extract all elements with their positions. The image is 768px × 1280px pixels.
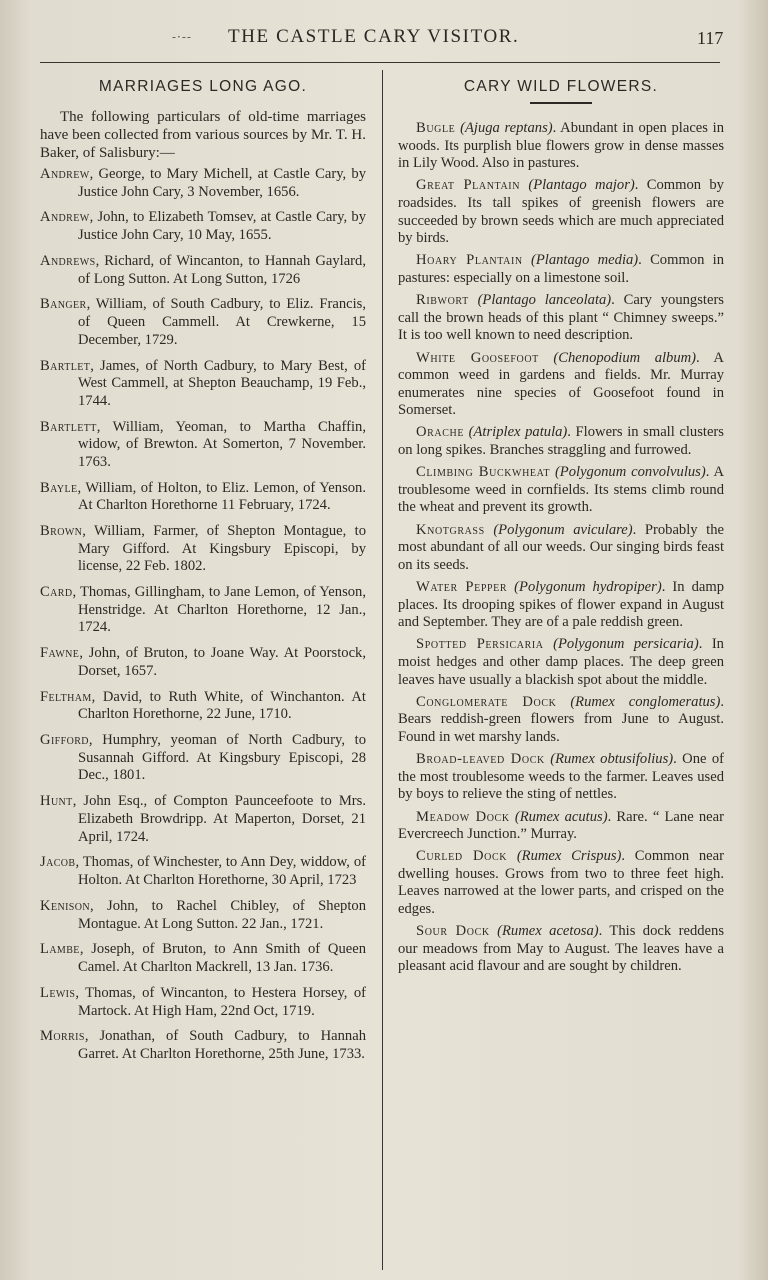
flower-entry xyxy=(398,579,724,632)
marriage-entry-details: , William, of South Cadbury, to Eliz. Francis, of Queen Cammell. At Crewkerne, 15 December, 1729. xyxy=(78,296,366,348)
flower-common-name: Orache xyxy=(416,424,465,441)
flower-entry xyxy=(398,636,724,689)
flower-entry xyxy=(398,522,724,575)
flower-latin-name: (Polygonum hydropiper) xyxy=(514,579,662,595)
marriage-entry-details: , Thomas, Gillingham, to Jane Lemon, of Yenson, Henstridge. At Charlton Horethorne, 12 Jan., 1724. xyxy=(72,584,366,636)
marriage-entry-details: , George, to Mary Michell, at Castle Cary, by Justice John Cary, 3 November, 1656. xyxy=(78,166,366,200)
marriage-entry xyxy=(40,985,366,1020)
flower-latin-name: (Ajuga reptans) xyxy=(460,120,553,136)
flower-entry xyxy=(398,464,724,517)
flower-description: . A troublesome weed in cornfields. Its stems climb round the wheat and prevent its growth. xyxy=(398,464,725,516)
marriage-entry-details: , Humphry, yeoman of North Cadbury, to Susannah Gifford. At Kingsbury Episcopi, 28 Dec., 1801. xyxy=(78,732,366,784)
marriage-entry-surname: Brown xyxy=(40,523,83,540)
marriage-entry-surname: Fawne xyxy=(40,645,80,662)
marriage-entry-surname: Bartlet xyxy=(40,357,91,374)
flower-entry xyxy=(398,923,724,976)
flower-common-name: Sour Dock xyxy=(416,923,490,940)
marriages-heading: MARRIAGES LONG AGO. xyxy=(98,78,308,95)
flower-entry xyxy=(398,751,724,804)
flower-common-name: Ribwort xyxy=(416,292,469,309)
flower-common-name: Broad-leaved Dock xyxy=(416,751,545,768)
marriage-entry xyxy=(40,645,366,680)
marriages-intro: The following particulars of old-time marriages have been collected from various sources by Mr. T. H. Baker, of Salisbury:— xyxy=(40,109,366,161)
marriage-entry-surname: Lewis xyxy=(40,984,76,1001)
flower-description: . Rare. “ Lane near Evercreech Junction.” Murray. xyxy=(398,808,724,843)
marriage-entry-surname: Lambe xyxy=(40,941,80,958)
flower-entry xyxy=(398,809,724,844)
marriage-entry-details: , Jonathan, of South Cadbury, to Hannah Garret. At Charlton Horethorne, 25th June, 1733. xyxy=(78,1028,366,1062)
marriage-entry xyxy=(40,419,366,472)
marriage-entry xyxy=(40,1028,366,1063)
marriage-entry-details: , John, to Elizabeth Tomsev, at Castle Cary, by Justice John Cary, 10 May, 1655. xyxy=(78,209,366,244)
flower-description: . Bears reddish-green flowers from June to August. Found in wet marshy lands. xyxy=(398,693,724,745)
marriage-entry xyxy=(40,854,366,889)
marriage-entry-surname: Morris xyxy=(40,1028,85,1045)
marriage-entry-details: , John, of Bruton, to Joane Way. At Poorstock, Dorset, 1657. xyxy=(78,645,366,679)
marriage-entry-surname: Andrew xyxy=(40,209,90,226)
page-header xyxy=(0,24,768,54)
flower-common-name: Hoary Plantain xyxy=(416,252,523,269)
marriage-entry xyxy=(40,584,366,637)
flower-description: . Common near dwelling houses. Grows from two to three feet high. Leaves narrowed at the lower parts, and crisped on the edges. xyxy=(398,848,724,918)
flowers-heading: CARY WILD FLOWERS. xyxy=(463,78,659,95)
marriage-entry-surname: Andrews xyxy=(40,252,96,269)
flower-entry xyxy=(398,350,724,420)
marriage-entry-details: , Thomas, of Wincanton, to Hestera Horsey, of Martock. At High Ham, 22nd Oct, 1719. xyxy=(75,984,366,1019)
flower-latin-name: (Atriplex patula) xyxy=(468,424,568,441)
flower-description: . Flowers in small clusters on long spikes. Branches straggling and furrowed. xyxy=(398,424,724,459)
marriage-entry-surname: Andrew xyxy=(40,166,90,182)
marriage-entry xyxy=(40,689,366,724)
marriage-entry xyxy=(40,209,366,244)
flower-description: . Abundant in open places in woods. Its purplish blue flowers grow in dense masses in Lily Wood. Also in pastures. xyxy=(398,120,725,172)
marriage-entry xyxy=(40,898,366,933)
marriage-entry-details: , Thomas, of Winchester, to Ann Dey, widdow, of Holton. At Charlton Horethorne, 30 April, 1723 xyxy=(75,854,366,889)
flower-latin-name: (Chenopodium album) xyxy=(553,349,697,366)
flower-description: . This dock reddens our meadows from May to August. The leaves have a pleasant acid flavour and are sought by children. xyxy=(398,923,724,975)
flower-description: . In moist hedges and other damp places. The deep green leaves have usually a blackish spot about the middle. xyxy=(398,636,724,688)
marriage-entry-surname: Bartlett xyxy=(40,418,97,435)
flower-entry xyxy=(398,120,724,173)
marriage-list xyxy=(40,166,366,1064)
marriage-entry-details: , William, Yeoman, to Martha Chaffin, widow, of Brewton. At Somerton, 7 November. 1763. xyxy=(78,418,366,470)
flower-latin-name: (Rumex acetosa) xyxy=(497,923,599,940)
marriage-entry-details: , John Esq., of Compton Paunceefoote to Mrs. Elizabeth Browdripp. At Maperton, Dorset, 21 April, 1724. xyxy=(72,793,366,845)
flower-latin-name: (Rumex conglomeratus) xyxy=(570,693,721,710)
flower-common-name: Water Pepper xyxy=(416,579,508,595)
wild-flowers-column xyxy=(398,72,724,981)
marriage-entry xyxy=(40,793,366,846)
flower-common-name: Great Plantain xyxy=(416,177,521,194)
flower-entry xyxy=(398,694,724,747)
marriage-entry-surname: Kenison xyxy=(40,897,91,914)
marriage-entry xyxy=(40,941,366,976)
marriage-entry xyxy=(40,732,366,785)
flower-entry xyxy=(398,424,724,459)
flower-latin-name: (Rumex acutus) xyxy=(514,808,608,825)
flower-description: . Common in pastures: especially on a limestone soil. xyxy=(398,252,724,286)
flower-latin-name: (Polygonum persicaria) xyxy=(553,636,699,653)
marriage-entry-surname: Banger xyxy=(40,296,87,313)
flower-entry xyxy=(398,177,724,247)
flower-entry xyxy=(398,252,724,287)
flower-description: . Cary youngsters call the brown heads of this plant “ Chimney sweeps.” It is too well known to need description. xyxy=(398,292,724,344)
flower-latin-name: (Plantago media) xyxy=(531,252,639,269)
marriage-entry-details: , David, to Ruth White, of Winchanton. At Charlton Horethorne, 22 June, 1710. xyxy=(78,688,366,723)
marriage-entry xyxy=(40,480,366,515)
marriage-entry-details: , John, to Rachel Chibley, of Shepton Montague. At Long Sutton. 22 Jan., 1721. xyxy=(78,897,366,932)
marriage-entry-surname: Gifford xyxy=(40,732,89,749)
flower-list xyxy=(398,120,724,976)
marriage-entry-details: , William, of Holton, to Eliz. Lemon, of Yenson. At Charlton Horethorne 11 February, 1724. xyxy=(77,479,366,514)
column-divider xyxy=(382,70,383,1270)
flower-latin-name: (Rumex Crispus) xyxy=(516,848,622,865)
running-title: THE CASTLE CARY VISITOR. xyxy=(228,26,520,47)
flower-common-name: Conglomerate Dock xyxy=(416,693,557,710)
flower-latin-name: (Polygonum aviculare) xyxy=(493,521,633,538)
page-number: 117 xyxy=(697,28,724,48)
flower-entry xyxy=(398,848,724,918)
marriage-entry-details: , Joseph, of Bruton, to Ann Smith of Queen Camel. At Charlton Mackrell, 13 Jan. 1736. xyxy=(78,941,366,976)
marriage-entry xyxy=(40,523,366,576)
flower-description: . In damp places. Its drooping spikes of flower expand in August and September. They are of a pale reddish green. xyxy=(398,579,724,631)
marriage-entry xyxy=(40,166,366,201)
flower-entry xyxy=(398,292,724,345)
flower-description: . One of the most troublesome weeds to the farmer. Leaves used by boys to relieve the sting of nettles. xyxy=(398,751,724,803)
marriage-entry-surname: Jacob xyxy=(40,854,76,871)
marriage-entry-details: , William, Farmer, of Shepton Montague, to Mary Gifford. At Kingsbury Episcopi, by license, 22 Feb. 1802. xyxy=(78,523,366,575)
flower-latin-name: (Plantago major) xyxy=(528,177,635,194)
flower-common-name: Knotgrass xyxy=(416,521,485,538)
flower-common-name: Meadow Dock xyxy=(416,808,510,825)
flower-common-name: White Goosefoot xyxy=(416,349,539,366)
marriage-entry-surname: Hunt xyxy=(40,793,73,810)
flower-description: . Common by roadsides. Its tall spikes of greenish flowers are succeeded by brown seeds which are much appreciated by birds. xyxy=(398,177,724,247)
flower-description: . Probably the most abundant of all our weeds. Our singing birds feast on its seeds. xyxy=(398,521,724,573)
flower-common-name: Spotted Persicaria xyxy=(416,636,544,653)
marriage-entry xyxy=(40,296,366,349)
marriage-entry-details: , James, of North Cadbury, to Mary Best, of West Cammell, at Shepton Beauchamp, 19 Feb., 1744. xyxy=(78,357,366,409)
header-rule xyxy=(40,62,720,63)
header-ornament: -·-- xyxy=(172,30,192,44)
marriage-entry-details: , Richard, of Wincanton, to Hannah Gaylard, of Long Sutton. At Long Sutton, 1726 xyxy=(78,252,366,287)
flower-common-name: Curled Dock xyxy=(416,848,508,865)
marriage-entry xyxy=(40,358,366,411)
marriage-entry xyxy=(40,253,366,288)
flower-latin-name: (Rumex obtusifolius) xyxy=(550,751,674,768)
marriage-entry-surname: Bayle xyxy=(40,479,78,496)
marriage-entry-surname: Feltham xyxy=(40,688,92,705)
flowers-heading-rule xyxy=(530,102,592,104)
marriages-column xyxy=(40,72,366,1072)
flower-common-name: Bugle xyxy=(416,120,456,136)
flower-description: . A common weed in gardens and fields. Mr. Murray enumerates nine species of Goosefoot found in Somerset. xyxy=(398,349,724,419)
flower-latin-name: (Plantago lanceolata) xyxy=(477,292,612,309)
marriage-entry-surname: Card xyxy=(40,584,73,601)
flower-common-name: Climbing Buckwheat xyxy=(416,464,551,481)
flower-latin-name: (Polygonum convolvulus) xyxy=(554,464,706,481)
